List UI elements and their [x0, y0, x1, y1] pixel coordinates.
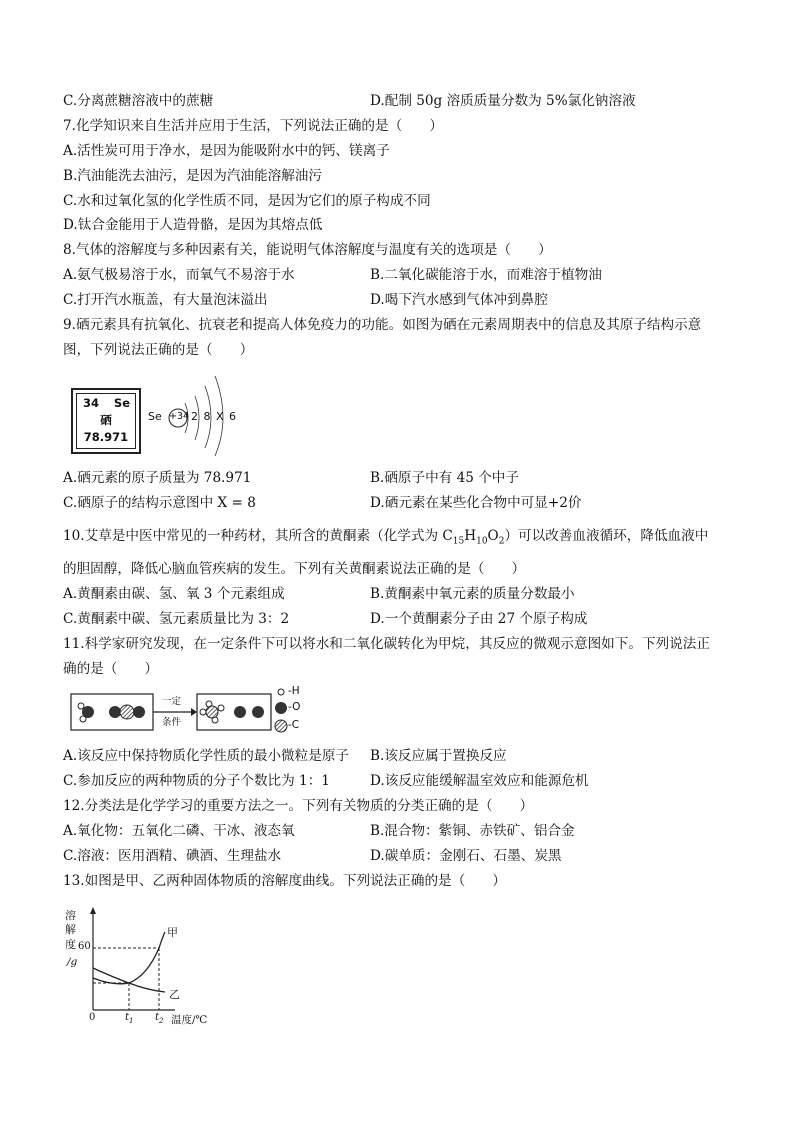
periodic-card [71, 388, 141, 454]
option-10a: A.黄酮素由碳、氢、氧 3 个元素组成 [63, 586, 285, 602]
question-9-line1: 9.硒元素具有抗氧化、抗衰老和提高人体免疫力的功能。如图为硒在元素周期表中的信息及其原子结构示意 [63, 317, 702, 333]
question-13: 13.如图是甲、乙两种固体物质的溶解度曲线。下列说法正确的是（ ） [63, 873, 507, 889]
element-name: 硒 [100, 413, 112, 427]
option-12a: A.氧化物：五氧化二磷、干冰、液态氧 [63, 823, 295, 839]
curve-label-yi: 乙 [169, 988, 180, 1001]
legend-oxygen: -O [288, 701, 301, 713]
q10-o: O [487, 528, 499, 544]
question-11-line2: 确的是（ ） [63, 661, 159, 677]
solubility-graph [63, 906, 223, 1030]
option-11b: B.该反应属于置换反应 [370, 748, 507, 764]
option-10d: D.一个黄酮素分子由 27 个原子构成 [370, 611, 588, 627]
shell-electrons: 2 8 X 6 [191, 410, 238, 423]
option-10c: C.黄酮素中碳、氢元素质量比为 3：2 [63, 611, 290, 627]
question-12: 12.分类法是化学学习的重要方法之一。下列有关物质的分类正确的是（ ） [63, 798, 534, 814]
nucleus-charge: +34 [169, 411, 190, 422]
question-7: 7.化学知识来自生活并应用于生活，下列说法正确的是（ ） [63, 118, 443, 134]
legend-hydrogen: -H [288, 685, 300, 697]
atomic-number: 34 [83, 396, 100, 410]
atom-structure-diagram [145, 368, 245, 460]
t2-label [155, 1012, 164, 1025]
option-11c: C.参加反应的两种物质的分子个数比为 1：1 [63, 773, 330, 789]
reaction-diagram [63, 684, 323, 738]
legend-carbon: -C [288, 719, 300, 731]
t1-text: t [125, 1012, 130, 1023]
option-9b: B.硒原子中有 45 个中子 [370, 470, 519, 486]
option-7a: A.活性炭可用于净水，是因为能吸附水中的钙、镁离子 [63, 143, 390, 159]
option-8b: B.二氧化碳能溶于水，而难溶于植物油 [370, 267, 602, 283]
q10-sub-c: 15 [452, 536, 465, 547]
t2-text: t [155, 1012, 160, 1023]
option-11a: A.该反应中保持物质化学性质的最小微粒是原子 [63, 748, 350, 764]
option-8d: D.喝下汽水感到气体冲到鼻腔 [370, 292, 548, 308]
option-9a: A.硒元素的原子质量为 78.971 [63, 470, 252, 486]
x-axis-label: 温度/℃ [171, 1014, 208, 1026]
ylabel-2: 解 [65, 923, 76, 936]
option-6d: D.配制 50g 溶质质量分数为 5%氯化钠溶液 [370, 93, 636, 109]
t1-label [125, 1012, 134, 1025]
question-11-line1: 11.科学家研究发现，在一定条件下可以将水和二氧化碳转化为甲烷，其反应的微观示意图如下。下列说法正 [63, 636, 710, 652]
curve-label-jia: 甲 [167, 926, 178, 939]
option-12d: D.碳单质：金刚石、石墨、炭黑 [370, 848, 562, 864]
question-10-line2: 的胆固醇，降低心脑血管疾病的发生。下列有关黄酮素说法正确的是（ ） [63, 561, 526, 577]
option-11d: D.该反应能缓解温室效应和能源危机 [370, 773, 589, 789]
y-tick-60: 60 [78, 941, 91, 952]
origin-label: 0 [89, 1012, 96, 1023]
q10-h: H [464, 528, 477, 544]
option-7c: C.水和过氧化氢的化学性质不同，是因为它们的原子构成不同 [63, 193, 431, 209]
option-8c: C.打开汽水瓶盖，有大量泡沫溢出 [63, 292, 268, 308]
q10-sub-h: 10 [476, 536, 488, 547]
question-8: 8.气体的溶解度与多种因素有关，能说明气体溶解度与温度有关的选项是（ ） [63, 242, 552, 258]
ylabel-3: 度 [65, 938, 76, 951]
atom-symbol: Se [148, 410, 162, 423]
question-10-line1 [63, 527, 708, 551]
option-6c: C.分离蔗糖溶液中的蔗糖 [63, 93, 214, 109]
atomic-mass: 78.971 [83, 430, 129, 444]
condition-bottom: 条件 [162, 717, 182, 728]
option-10b: B.黄酮素中氧元素的质量分数最小 [370, 586, 575, 602]
option-12c: C.溶液：医用酒精、碘酒、生理盐水 [63, 848, 282, 864]
t1-sub: 1 [129, 1017, 134, 1025]
option-12b: B.混合物：紫铜、赤铁矿、铝合金 [370, 823, 575, 839]
ylabel-1: 溶 [65, 909, 76, 922]
option-7d: D.钛合金能用于人造骨骼，是因为其熔点低 [63, 217, 323, 233]
q10-text-post: ）可以改善血液循环，降低血液中 [504, 528, 709, 544]
option-8a: A.氨气极易溶于水，而氧气不易溶于水 [63, 267, 295, 283]
element-symbol: Se [113, 396, 130, 410]
q10-sub-o: 2 [498, 536, 505, 547]
option-9d: D.硒元素在某些化合物中可显+2价 [370, 495, 582, 511]
q10-text-pre: 10.艾草是中医中常见的一种药材，其所含的黄酮素（化学式为 C [63, 528, 453, 544]
t2-sub: 2 [159, 1017, 164, 1025]
question-9-line2: 图，下列说法正确的是（ ） [63, 342, 254, 358]
condition-top: 一定 [162, 696, 182, 707]
ylabel-4: /g [67, 956, 78, 968]
option-9c: C.硒原子的结构示意图中 X = 8 [63, 495, 256, 511]
reaction-graphic [63, 684, 323, 738]
option-7b: B.汽油能洗去油污，是因为汽油能溶解油污 [63, 168, 322, 184]
selenium-figure [63, 368, 243, 460]
